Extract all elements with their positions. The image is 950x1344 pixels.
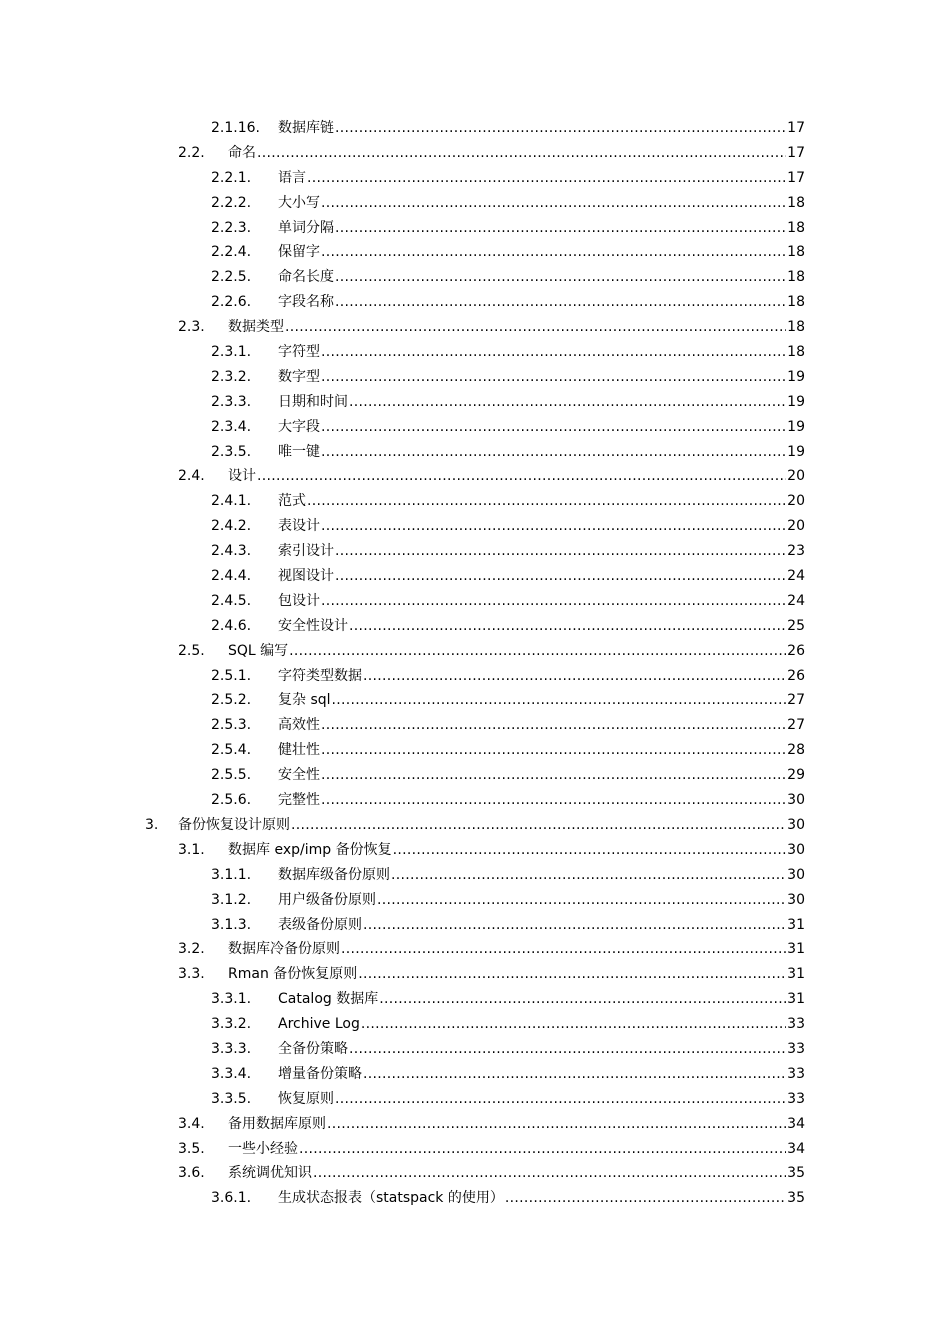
- toc-entry-title: 数据库 exp/imp 备份恢复: [228, 841, 392, 858]
- toc-entry-title: 安全性设计: [278, 617, 348, 634]
- toc-entry[interactable]: [0, 639, 950, 664]
- toc-entry-line: [278, 166, 805, 191]
- toc-entry-page-number: 26: [787, 642, 805, 659]
- toc-entry-number: 2.2.4.: [211, 244, 252, 261]
- toc-entry-line: [228, 315, 805, 340]
- toc-entry-line: [278, 340, 805, 365]
- toc-entry[interactable]: [0, 514, 950, 539]
- toc-entry-line: [278, 1012, 805, 1037]
- toc-entry[interactable]: [0, 539, 950, 564]
- toc-entry-number: 3.6.: [178, 1165, 205, 1182]
- toc-dot-leader: [361, 1012, 786, 1037]
- toc-entry[interactable]: [0, 863, 950, 888]
- toc-entry[interactable]: [0, 838, 950, 863]
- toc-dot-leader: [321, 713, 786, 738]
- toc-dot-leader: [285, 315, 786, 340]
- toc-entry-title: 数据类型: [228, 319, 284, 336]
- toc-dot-leader: [335, 564, 786, 589]
- toc-entry-number: 2.2.3.: [211, 219, 252, 236]
- toc-dot-leader: [321, 763, 786, 788]
- toc-entry[interactable]: [0, 738, 950, 763]
- toc-entry-title: 设计: [228, 468, 256, 485]
- toc-dot-leader: [307, 489, 786, 514]
- toc-entry-page-number: 33: [787, 1016, 805, 1033]
- toc-entry-line: [278, 738, 805, 763]
- toc-entry-line: [278, 713, 805, 738]
- toc-entry-number: 2.4.3.: [211, 543, 252, 560]
- toc-entry[interactable]: [0, 415, 950, 440]
- toc-entry-line: [228, 1137, 805, 1162]
- toc-entry-line: [278, 290, 805, 315]
- toc-entry-line: [278, 440, 805, 465]
- toc-entry-number: 3.3.5.: [211, 1090, 252, 1107]
- toc-entry[interactable]: [0, 340, 950, 365]
- toc-entry-title: 保留字: [278, 244, 320, 261]
- toc-entry-title: 完整性: [278, 792, 320, 809]
- toc-entry-number: 2.3.3.: [211, 393, 252, 410]
- toc-entry-line: [278, 788, 805, 813]
- toc-entry-title: Archive Log: [278, 1016, 360, 1033]
- toc-entry-number: 2.2.6.: [211, 294, 252, 311]
- toc-dot-leader: [505, 1186, 786, 1211]
- toc-entry-line: [278, 1037, 805, 1062]
- toc-entry-page-number: 31: [787, 966, 805, 983]
- toc-dot-leader: [335, 216, 786, 241]
- toc-entry-number: 3.1.1.: [211, 866, 252, 883]
- toc-dot-leader: [358, 962, 786, 987]
- toc-entry-title: 表设计: [278, 518, 320, 535]
- toc-entry[interactable]: [0, 1062, 950, 1087]
- toc-entry-page-number: 17: [787, 120, 805, 136]
- toc-entry-line: [278, 539, 805, 564]
- toc-entry[interactable]: [0, 166, 950, 191]
- toc-entry-title: Rman 备份恢复原则: [228, 966, 358, 983]
- toc-entry-number: 2.5.3.: [211, 717, 252, 734]
- toc-entry-page-number: 19: [787, 368, 805, 385]
- toc-entry[interactable]: [0, 962, 950, 987]
- toc-entry-number: 2.2.2.: [211, 194, 252, 211]
- toc-entry-number: 3.1.: [178, 841, 205, 858]
- toc-entry-page-number: 27: [787, 717, 805, 734]
- toc-entry-title: 备份恢复设计原则: [178, 816, 290, 833]
- toc-entry-page-number: 19: [787, 418, 805, 435]
- toc-dot-leader: [335, 539, 786, 564]
- toc-dot-leader: [321, 788, 786, 813]
- toc-dot-leader: [393, 838, 787, 863]
- toc-entry-line: [278, 240, 805, 265]
- toc-entry-number: 3.1.3.: [211, 916, 252, 933]
- toc-entry-line: [278, 913, 805, 938]
- toc-entry-number: 2.3.5.: [211, 443, 252, 460]
- toc-entry-page-number: 17: [787, 144, 805, 161]
- toc-dot-leader: [307, 166, 786, 191]
- toc-entry-number: 3.: [145, 816, 159, 833]
- toc-entry-title: 大小写: [278, 194, 320, 211]
- toc-entry[interactable]: [0, 987, 950, 1012]
- toc-dot-leader: [313, 1161, 786, 1186]
- toc-entry-page-number: 24: [787, 568, 805, 585]
- table-of-contents: [0, 116, 950, 1211]
- toc-entry[interactable]: [0, 365, 950, 390]
- toc-entry-title: SQL 编写: [228, 642, 289, 659]
- toc-entry[interactable]: [0, 1112, 950, 1137]
- toc-entry-title: 健壮性: [278, 742, 320, 759]
- toc-dot-leader: [335, 116, 786, 141]
- toc-entry-title: 数据库链: [278, 120, 334, 136]
- toc-entry-page-number: 35: [787, 1165, 805, 1182]
- toc-entry-line: [228, 141, 805, 166]
- toc-entry-line: [278, 888, 805, 913]
- toc-entry-line: [278, 489, 805, 514]
- toc-entry-line: [228, 937, 805, 962]
- toc-entry-page-number: 20: [787, 468, 805, 485]
- toc-entry-title: 安全性: [278, 767, 320, 784]
- toc-dot-leader: [299, 1137, 786, 1162]
- toc-entry-line: [278, 116, 805, 141]
- toc-entry-title: 数据库级备份原则: [278, 866, 390, 883]
- toc-entry-number: 2.5.2.: [211, 692, 252, 709]
- toc-entry[interactable]: [0, 589, 950, 614]
- toc-entry-line: [278, 514, 805, 539]
- toc-dot-leader: [377, 888, 786, 913]
- toc-entry-number: 2.2.: [178, 144, 205, 161]
- toc-entry-number: 3.5.: [178, 1140, 205, 1157]
- toc-entry-title: 视图设计: [278, 568, 334, 585]
- toc-entry-page-number: 26: [787, 667, 805, 684]
- toc-entry[interactable]: [0, 1012, 950, 1037]
- toc-entry-line: [278, 390, 805, 415]
- toc-entry-number: 2.3.4.: [211, 418, 252, 435]
- toc-entry-page-number: 35: [787, 1190, 805, 1207]
- toc-entry[interactable]: [0, 813, 950, 838]
- toc-entry[interactable]: [0, 1087, 950, 1112]
- toc-entry-title: 表级备份原则: [278, 916, 362, 933]
- toc-entry-number: 2.2.1.: [211, 169, 252, 186]
- toc-entry-title: 唯一键: [278, 443, 320, 460]
- toc-dot-leader: [349, 614, 786, 639]
- toc-entry-number: 2.3.1.: [211, 344, 252, 361]
- toc-entry-title: 字符类型数据: [278, 667, 362, 684]
- toc-entry-page-number: 17: [787, 169, 805, 186]
- toc-entry[interactable]: [0, 888, 950, 913]
- toc-entry-line: [278, 664, 805, 689]
- toc-entry-line: [278, 365, 805, 390]
- toc-entry-line: [278, 216, 805, 241]
- toc-entry-page-number: 20: [787, 518, 805, 535]
- toc-entry-title: 日期和时间: [278, 393, 348, 410]
- toc-entry-page-number: 33: [787, 1040, 805, 1057]
- toc-entry-number: 2.5.6.: [211, 792, 252, 809]
- toc-entry-number: 3.6.1.: [211, 1190, 252, 1207]
- toc-entry-title: 生成状态报表（statspack 的使用）: [278, 1190, 504, 1207]
- toc-entry-page-number: 34: [787, 1115, 805, 1132]
- toc-entry-line: [278, 191, 805, 216]
- toc-entry-title: 单词分隔: [278, 219, 334, 236]
- toc-entry[interactable]: [0, 141, 950, 166]
- toc-entry-number: 3.3.: [178, 966, 205, 983]
- toc-entry-title: 命名长度: [278, 269, 334, 286]
- toc-entry[interactable]: [0, 390, 950, 415]
- toc-entry-number: 2.4.5.: [211, 592, 252, 609]
- toc-entry-line: [228, 1112, 805, 1137]
- toc-entry-page-number: 33: [787, 1065, 805, 1082]
- toc-entry-title: 复杂 sql: [278, 692, 331, 709]
- toc-entry-line: [278, 1062, 805, 1087]
- toc-entry-page-number: 33: [787, 1090, 805, 1107]
- toc-entry-number: 2.2.5.: [211, 269, 252, 286]
- toc-entry-page-number: 18: [787, 194, 805, 211]
- toc-entry-line: [278, 415, 805, 440]
- toc-entry-number: 2.5.: [178, 642, 205, 659]
- toc-entry-number: 2.4.: [178, 468, 205, 485]
- toc-entry-page-number: 31: [787, 941, 805, 958]
- toc-dot-leader: [291, 813, 786, 838]
- toc-entry-title: 用户级备份原则: [278, 891, 376, 908]
- toc-entry[interactable]: [0, 688, 950, 713]
- toc-entry-line: [228, 639, 805, 664]
- toc-entry-page-number: 18: [787, 319, 805, 336]
- toc-dot-leader: [341, 937, 786, 962]
- toc-dot-leader: [321, 365, 786, 390]
- toc-entry-number: 3.3.3.: [211, 1040, 252, 1057]
- toc-entry-page-number: 34: [787, 1140, 805, 1157]
- toc-entry[interactable]: [0, 290, 950, 315]
- toc-entry-page-number: 18: [787, 219, 805, 236]
- toc-dot-leader: [335, 1087, 786, 1112]
- toc-entry-title: 恢复原则: [278, 1090, 334, 1107]
- toc-dot-leader: [321, 440, 786, 465]
- toc-entry-page-number: 19: [787, 393, 805, 410]
- toc-entry-page-number: 19: [787, 443, 805, 460]
- toc-dot-leader: [257, 464, 786, 489]
- toc-entry-page-number: 18: [787, 269, 805, 286]
- toc-dot-leader: [321, 738, 786, 763]
- toc-entry[interactable]: [0, 1161, 950, 1186]
- toc-entry-number: 2.5.5.: [211, 767, 252, 784]
- toc-entry-line: [228, 1161, 805, 1186]
- toc-entry-title: 大字段: [278, 418, 320, 435]
- toc-dot-leader: [363, 913, 786, 938]
- toc-dot-leader: [321, 589, 786, 614]
- toc-dot-leader: [332, 688, 787, 713]
- toc-entry-title: 数据库冷备份原则: [228, 941, 340, 958]
- toc-entry-number: 3.2.: [178, 941, 205, 958]
- toc-dot-leader: [363, 1062, 786, 1087]
- toc-dot-leader: [321, 191, 786, 216]
- toc-entry[interactable]: [0, 116, 950, 141]
- toc-entry-line: [278, 863, 805, 888]
- toc-entry-number: 2.3.: [178, 319, 205, 336]
- toc-entry-line: [278, 589, 805, 614]
- toc-entry[interactable]: [0, 937, 950, 962]
- toc-entry-line: [278, 1087, 805, 1112]
- toc-entry[interactable]: [0, 265, 950, 290]
- toc-entry-page-number: 18: [787, 244, 805, 261]
- toc-dot-leader: [321, 340, 786, 365]
- toc-dot-leader: [349, 1037, 786, 1062]
- toc-entry-title: 语言: [278, 169, 306, 186]
- toc-entry-number: 2.5.4.: [211, 742, 252, 759]
- toc-entry-page-number: 18: [787, 294, 805, 311]
- toc-entry[interactable]: [0, 315, 950, 340]
- toc-dot-leader: [321, 240, 786, 265]
- toc-dot-leader: [321, 415, 786, 440]
- toc-entry-title: 增量备份策略: [278, 1065, 362, 1082]
- toc-entry-page-number: 30: [787, 816, 805, 833]
- toc-entry-page-number: 23: [787, 543, 805, 560]
- toc-entry-page-number: 31: [787, 991, 805, 1008]
- toc-entry[interactable]: [0, 564, 950, 589]
- toc-entry[interactable]: [0, 464, 950, 489]
- toc-dot-leader: [335, 290, 786, 315]
- toc-entry[interactable]: [0, 489, 950, 514]
- toc-entry-line: [278, 265, 805, 290]
- toc-entry-page-number: 30: [787, 866, 805, 883]
- toc-entry-title: 包设计: [278, 592, 320, 609]
- toc-entry-number: 2.4.6.: [211, 617, 252, 634]
- toc-entry-number: 2.5.1.: [211, 667, 252, 684]
- toc-dot-leader: [349, 390, 786, 415]
- toc-entry-title: 备用数据库原则: [228, 1115, 326, 1132]
- toc-entry-page-number: 31: [787, 916, 805, 933]
- toc-entry-line: [228, 464, 805, 489]
- toc-entry-title: 索引设计: [278, 543, 334, 560]
- toc-entry[interactable]: [0, 664, 950, 689]
- toc-entry-page-number: 25: [787, 617, 805, 634]
- toc-entry-line: [278, 564, 805, 589]
- toc-entry-title: 命名: [228, 144, 256, 161]
- toc-entry-page-number: 28: [787, 742, 805, 759]
- toc-entry[interactable]: [0, 788, 950, 813]
- toc-entry-number: 2.4.4.: [211, 568, 252, 585]
- toc-entry-line: [278, 1186, 805, 1211]
- toc-entry[interactable]: [0, 191, 950, 216]
- toc-entry[interactable]: [0, 1137, 950, 1162]
- toc-entry[interactable]: [0, 763, 950, 788]
- toc-entry[interactable]: [0, 713, 950, 738]
- toc-entry-number: 3.1.2.: [211, 891, 252, 908]
- toc-entry-title: 字符型: [278, 344, 320, 361]
- toc-entry-page-number: 18: [787, 344, 805, 361]
- toc-entry-number: 2.3.2.: [211, 368, 252, 385]
- toc-entry-line: [178, 813, 805, 838]
- toc-entry-title: 系统调优知识: [228, 1165, 312, 1182]
- toc-entry[interactable]: [0, 440, 950, 465]
- toc-entry[interactable]: [0, 1037, 950, 1062]
- toc-entry-line: [228, 838, 805, 863]
- toc-dot-leader: [379, 987, 786, 1012]
- toc-entry-number: 2.4.2.: [211, 518, 252, 535]
- toc-entry-title: 数字型: [278, 368, 320, 385]
- toc-entry-number: 3.3.2.: [211, 1016, 252, 1033]
- toc-entry[interactable]: [0, 614, 950, 639]
- toc-entry-line: [278, 763, 805, 788]
- toc-dot-leader: [257, 141, 786, 166]
- toc-entry-line: [228, 962, 805, 987]
- toc-entry-page-number: 30: [787, 792, 805, 809]
- toc-entry[interactable]: [0, 216, 950, 241]
- toc-entry-page-number: 30: [787, 891, 805, 908]
- toc-entry-page-number: 20: [787, 493, 805, 510]
- toc-entry-title: 全备份策略: [278, 1040, 348, 1057]
- toc-entry[interactable]: [0, 1186, 950, 1211]
- toc-dot-leader: [289, 639, 786, 664]
- toc-dot-leader: [321, 514, 786, 539]
- toc-entry-title: Catalog 数据库: [278, 991, 379, 1008]
- toc-entry-title: 范式: [278, 493, 306, 510]
- toc-entry-number: 3.3.1.: [211, 991, 252, 1008]
- toc-entry-page-number: 29: [787, 767, 805, 784]
- toc-entry[interactable]: [0, 240, 950, 265]
- toc-entry-title: 高效性: [278, 717, 320, 734]
- toc-entry-page-number: 30: [787, 841, 805, 858]
- toc-entry-page-number: 27: [787, 692, 805, 709]
- toc-entry-number: 3.4.: [178, 1115, 205, 1132]
- toc-dot-leader: [391, 863, 786, 888]
- toc-entry-page-number: 24: [787, 592, 805, 609]
- toc-entry-number: 2.4.1.: [211, 493, 252, 510]
- toc-dot-leader: [327, 1112, 786, 1137]
- toc-entry-line: [278, 614, 805, 639]
- toc-entry-title: 一些小经验: [228, 1140, 298, 1157]
- toc-dot-leader: [363, 664, 786, 689]
- toc-entry-number: 2.1.16.: [211, 120, 260, 136]
- toc-entry-line: [278, 987, 805, 1012]
- toc-entry-number: 3.3.4.: [211, 1065, 252, 1082]
- toc-entry-line: [278, 688, 805, 713]
- toc-entry-title: 字段名称: [278, 294, 334, 311]
- toc-dot-leader: [335, 265, 786, 290]
- toc-entry[interactable]: [0, 913, 950, 938]
